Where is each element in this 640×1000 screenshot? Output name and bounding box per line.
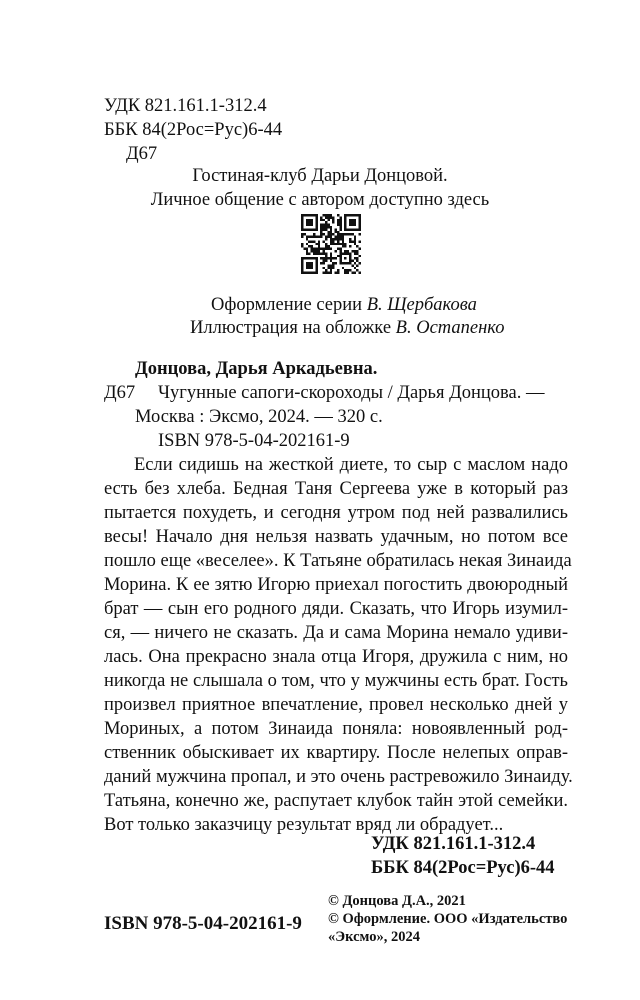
club-subtitle: Личное общение с автором доступно здесь: [150, 190, 490, 210]
series-design-label: Оформление серии: [211, 295, 363, 315]
bib-isbn: ISBN 978-5-04-202161-9: [158, 431, 350, 451]
bib-title-line2: Москва : Эксмо, 2024. — 320 с.: [135, 407, 383, 427]
annotation-line: Морина. К ее зятю Игорю приехал погостить двоюродный: [104, 575, 568, 595]
cover-illustration-credit: [190, 316, 504, 340]
annotation-line: лась. Она прекрасно знала отца Игоря, дружила с ним, но: [104, 647, 568, 667]
series-design-credit: [211, 293, 477, 317]
annotation-line: никогда не слышала о том, что у мужчины есть брат. Гость: [104, 671, 568, 691]
bbk-code-top: ББК 84(2Рос=Рус)6-44: [104, 120, 283, 140]
annotation-line: произвел приятное впечатление, провел несколько дней у: [104, 695, 568, 715]
bib-author-mark: Д67: [104, 383, 136, 403]
annotation-line: Мориных, а потом Зинаида поняла: новоявленный род-: [104, 719, 568, 739]
bib-author: Донцова, Дарья Аркадьевна.: [135, 359, 378, 379]
cover-illustration-name: В. Остапенко: [395, 318, 505, 338]
copyright-line1: © Донцова Д.А., 2021: [328, 893, 466, 909]
annotation-line: брат — сын его родного дяди. Сказать, что Игорь изумил-: [104, 599, 568, 619]
qr-code-icon[interactable]: [301, 214, 361, 274]
annotation-line: даний мужчина пропал, и это очень растревожило Зинаиду.: [104, 767, 573, 787]
annotation-line: Татьяна, конечно же, распутает клубок тайн этой семейки.: [104, 791, 568, 811]
bib-title-line1: Чугунные сапоги-скороходы / Дарья Донцова. —: [158, 383, 545, 403]
annotation-line: пошло еще «веселее». К Татьяне обратилась некая Зинаида: [104, 551, 572, 571]
bbk-code-bottom: ББК 84(2Рос=Рус)6-44: [371, 858, 555, 878]
udk-code-top: УДК 821.161.1-312.4: [104, 96, 267, 116]
annotation-line: Если сидишь на жесткой диете, то сыр с маслом надо: [134, 455, 568, 475]
udk-code-bottom: УДК 821.161.1-312.4: [371, 834, 536, 854]
annotation-line: пытается похудеть, и сегодня утром под ней развалились: [104, 503, 568, 523]
annotation-line: весы! Начало дня нельзя назвать удачным, но потом все: [104, 527, 568, 547]
annotation-line: ственник обыскивает их квартиру. После нелепых оправ-: [104, 743, 568, 763]
copyright-line3: «Эксмо», 2024: [328, 929, 420, 945]
club-title: Гостиная-клуб Дарьи Донцовой.: [192, 166, 448, 186]
annotation-line: ся, — ничего не сказать. Да и сама Морина немало удиви-: [104, 623, 568, 643]
isbn-bottom: ISBN 978-5-04-202161-9: [104, 913, 302, 934]
author-mark-top: Д67: [126, 144, 158, 164]
cover-illustration-label: Иллюстрация на обложке: [190, 318, 392, 338]
copyright-line2: © Оформление. ООО «Издательство: [328, 911, 568, 927]
annotation-paragraph: [104, 453, 573, 837]
series-design-name: В. Щербакова: [366, 295, 477, 315]
annotation-line: есть без хлеба. Бедная Таня Сергеева уже в который раз: [104, 479, 568, 499]
annotation-line: Вот только заказчицу результат вряд ли обрадует...: [104, 815, 504, 835]
